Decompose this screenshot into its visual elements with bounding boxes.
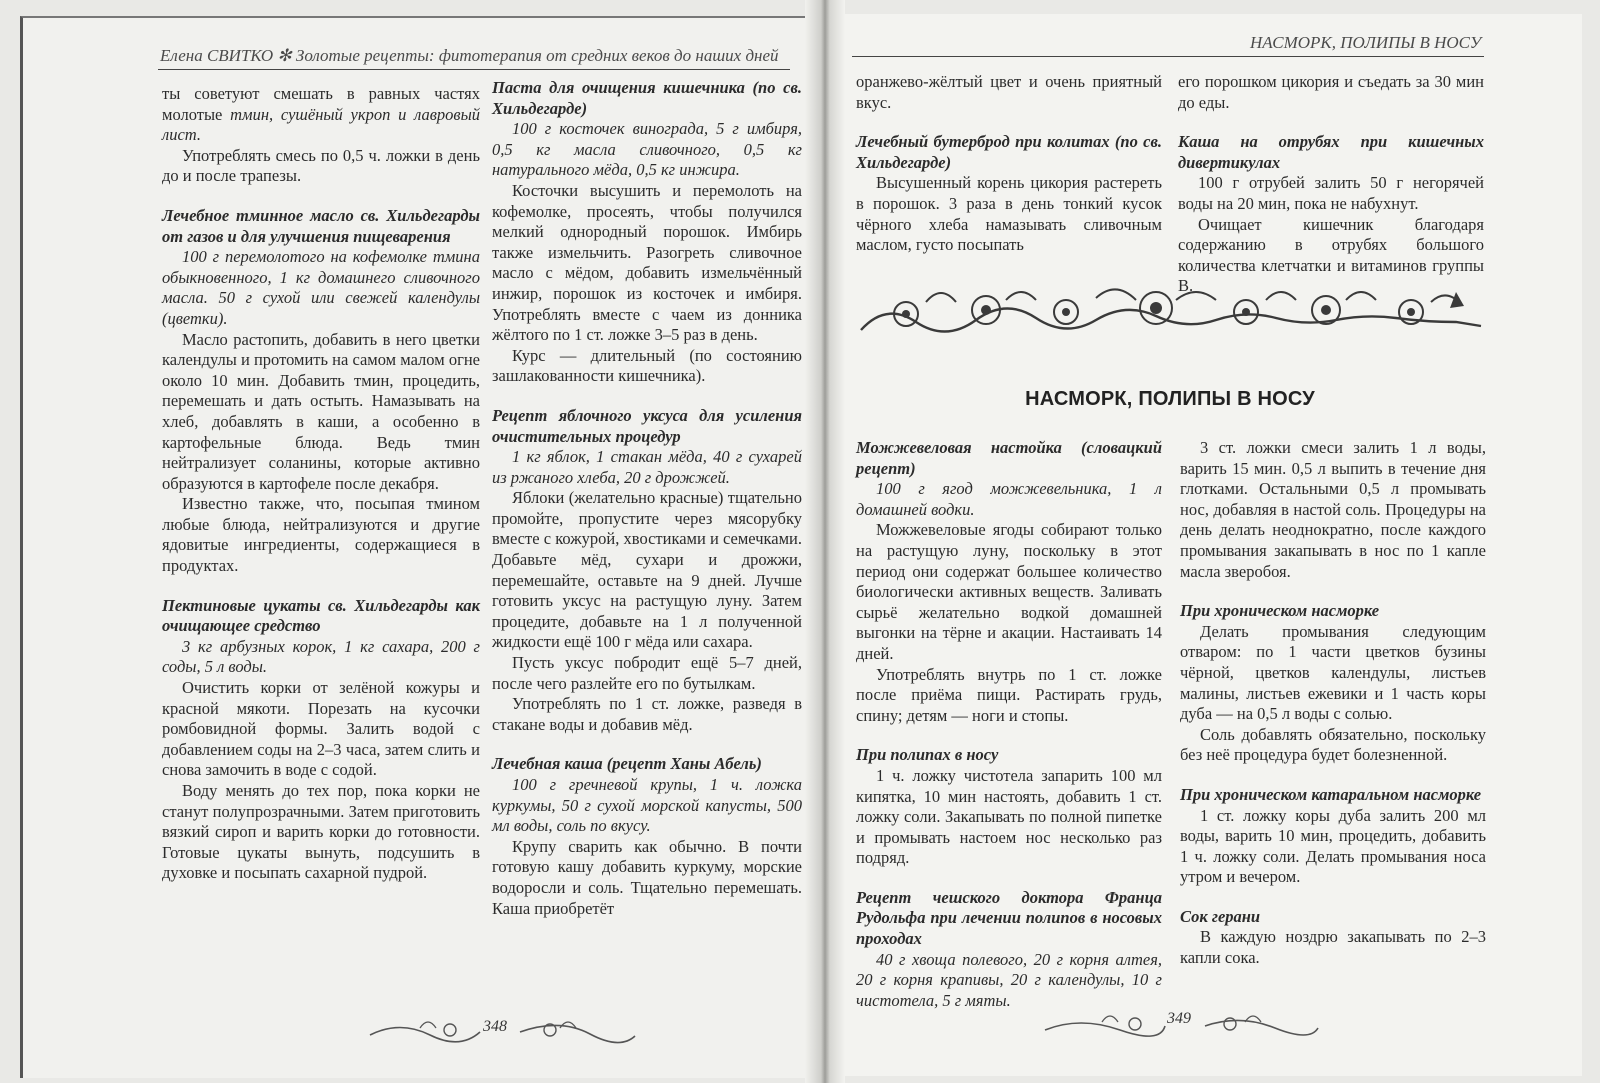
body-paragraph bbox=[162, 84, 480, 146]
left-column-2 bbox=[492, 78, 802, 919]
body-text: Соль добавлять обязательно, поскольку без неё процедура будет болезненной. bbox=[1180, 724, 1486, 765]
body-paragraph bbox=[1180, 438, 1486, 582]
body-paragraph bbox=[492, 694, 802, 735]
paragraph-gap bbox=[162, 577, 480, 596]
body-paragraph bbox=[162, 678, 480, 781]
body-text: Масло растопить, добавить в него цветки календулы и протомить на самом малом огне около 10 мин. Добавить тмин, процедить, перемешать и дать остыть. Намазывать на хлеб, добавлять в каши, а особенно в картофельные блюда. Ведь тмин нейтрализует соланины, которые активно образуются в картофеле после декабря. bbox=[162, 329, 480, 493]
body-paragraph bbox=[162, 781, 480, 884]
body-paragraph bbox=[856, 72, 1162, 113]
recipe-heading-text: Лечебная каша (рецепт Ханы Абель) bbox=[492, 754, 762, 774]
body-text: Косточки высушить и перемолоть на кофемолке, просеять, чтобы получился мелкий однородный порошок. Имбирь также измельчить. Разогреть сливочное масло с мёдом, добавить измельчённый инжир, порошок из косточек и имбиря. Употреблять вместе с чаем из донника жёлтого по 1 ст. ложке 3–5 раз в день. bbox=[492, 180, 802, 345]
body-paragraph bbox=[492, 346, 802, 387]
body-text: Высушенный корень цикория растереть в порошок. 3 раза в день тонкий кусок чёрного хлеба намазывать сливочным маслом, густо посыпать bbox=[856, 173, 1162, 255]
paragraph-gap bbox=[856, 726, 1162, 745]
italic-ingredients: тмин, сушёный укроп и лавровый лист. bbox=[162, 104, 480, 145]
body-text: Известно также, что, посыпая тмином любые блюда, нейтрализуются и другие ядовитые ингредиенты, содержащиеся в продуктах. bbox=[162, 494, 480, 576]
recipe-heading bbox=[856, 888, 1162, 950]
body-text: Очищает кишечник благодаря содержанию в отрубях большого количества клетчатки и витаминов группы В. bbox=[1178, 214, 1484, 296]
ingredients-text: 100 г ягод можжевельника, 1 л домашней водки. bbox=[856, 479, 1162, 519]
recipe-heading-text: Лечебное тминное масло св. Хильдегарды от газов и для улучшения пищеварения bbox=[162, 205, 480, 246]
body-text: Крупу сварить как обычно. В почти готовую кашу добавить куркуму, морские водоросли и соль. Тщательно перемешать. Каша приобретёт bbox=[492, 836, 802, 918]
body-paragraph bbox=[492, 837, 802, 919]
ingredients-text: 100 г гречневой крупы, 1 ч. ложка куркумы, 50 г сухой морской капусты, 500 мл воды, соль по вкусу. bbox=[492, 775, 802, 836]
body-text: Пусть уксус побродит ещё 5–7 дней, после чего разлейте его по бутылкам. bbox=[492, 653, 802, 693]
body-paragraph bbox=[856, 173, 1162, 255]
body-paragraph bbox=[492, 488, 802, 653]
body-text: Употреблять смесь по 0,5 ч. ложки в день до и после трапезы. bbox=[162, 145, 480, 186]
recipe-heading bbox=[1180, 907, 1486, 928]
paragraph-gap bbox=[1180, 888, 1486, 907]
recipe-heading-text: Лечебный бутерброд при колитах (по св. Хильдегарде) bbox=[856, 132, 1162, 172]
right-header-rule bbox=[852, 56, 1484, 57]
recipe-heading-text: Каша на отрубях при кишечных дивертикулах bbox=[1178, 132, 1484, 172]
body-paragraph bbox=[856, 665, 1162, 727]
body-text: Употреблять по 1 ст. ложке, разведя в стакане воды и добавив мёд. bbox=[492, 694, 802, 734]
body-paragraph bbox=[1180, 806, 1486, 888]
right-column-2 bbox=[1180, 438, 1486, 969]
left-header-rule bbox=[158, 69, 790, 70]
recipe-heading-text: Можжевеловая настойка (словацкий рецепт) bbox=[856, 438, 1162, 478]
body-paragraph bbox=[162, 330, 480, 495]
left-running-head: Елена СВИТКО ✻ Золотые рецепты: фитотерапия от средних веков до наших дней bbox=[160, 46, 779, 65]
right-page-number: 349 bbox=[1167, 1010, 1191, 1027]
decorative-ornament-band bbox=[856, 282, 1486, 342]
ingredients-paragraph bbox=[492, 775, 802, 837]
body-text: 1 ст. ложку коры дуба залить 200 мл воды, варить 10 мин, процедить, добавить 1 ч. ложку соли. Делать промывания носа утром и вечером. bbox=[1180, 805, 1486, 887]
body-text: Воду менять до тех пор, пока корки не станут полупрозрачными. Затем приготовить вязкий сироп и варить корки до готовности. Готовые цукаты вынуть, подсушить в духовке и посыпать сахарной пудрой. bbox=[162, 781, 480, 883]
body-text: Делать промывания следующим отваром: по 1 части цветков бузины чёрной, цветков календулы, листьев малины, листьев ежевики и 1 часть коры дуба — на 0,5 л воды с солью. bbox=[1180, 621, 1486, 724]
ingredients-paragraph bbox=[856, 479, 1162, 520]
right-top-column-2 bbox=[1178, 72, 1484, 297]
body-text: 100 г отрубей залить 50 г негорячей воды на 20 мин, пока не набухнут. bbox=[1178, 173, 1484, 213]
body-text: Употреблять внутрь по 1 ст. ложке после приёма пищи. Растирать грудь, спину; детям — ноги и стопы. bbox=[856, 664, 1162, 725]
recipe-heading bbox=[856, 745, 1162, 766]
ingredients-paragraph bbox=[492, 119, 802, 181]
body-text: Можжевеловые ягоды собирают только на растущую луну, поскольку в этот период они содержат большее количество биологически активных веществ. Заливать сырьё желательно водкой домашней выгонки на тёрне и акации. Настаивать 14 дней. bbox=[856, 520, 1162, 663]
body-paragraph bbox=[856, 520, 1162, 664]
body-text: Яблоки (желательно красные) тщательно промойте, пропустите через мясорубку вместе с кожурой, хвостиками и семечками. Добавьте мёд, сухари и дрожжи, перемешайте, оставьте на 9 дней. Лучше готовить уксус на растущую луну. Затем процедите, добавьте на 1 л полученной жидкости ещё 100 г мёда или сахара. bbox=[492, 488, 802, 652]
recipe-heading bbox=[856, 438, 1162, 479]
recipe-heading-text: Рецепт яблочного уксуса для усиления очистительных процедур bbox=[492, 405, 802, 446]
body-text: ты советуют смешать в равных частях молотые bbox=[162, 84, 480, 124]
recipe-heading-text: Пектиновые цукаты св. Хильдегарды как очищающее средство bbox=[162, 595, 480, 636]
body-text: его порошком цикория и съедать за 30 мин до еды. bbox=[1178, 72, 1484, 112]
paragraph-gap bbox=[492, 735, 802, 754]
body-text: Курс — длительный (по состоянию зашлакованности кишечника). bbox=[492, 345, 802, 386]
body-text: 3 ст. ложки смеси залить 1 л воды, варить 15 мин. 0,5 л выпить в течение дня глотками. Остальными 0,5 л промывать нос, добавляя в настой соль. Процедуры на день делать неоднократно, после каждого промывания закапывать в нос по 1 капле масла зверобоя. bbox=[1180, 438, 1486, 581]
recipe-heading bbox=[1180, 785, 1486, 806]
body-paragraph bbox=[1180, 622, 1486, 725]
recipe-heading bbox=[856, 132, 1162, 173]
ingredients-text: 1 кг яблок, 1 стакан мёда, 40 г сухарей из ржаного хлеба, 20 г дрожжей. bbox=[492, 447, 802, 487]
body-paragraph bbox=[492, 653, 802, 694]
recipe-heading bbox=[492, 78, 802, 119]
paragraph-gap bbox=[1180, 582, 1486, 601]
ingredients-paragraph bbox=[856, 950, 1162, 1012]
body-paragraph bbox=[162, 494, 480, 576]
recipe-heading-text: При полипах в носу bbox=[856, 745, 999, 765]
body-paragraph bbox=[1178, 72, 1484, 113]
body-text: Очистить корки от зелёной кожуры и красной мякоти. Порезать на кусочки ромбовидной формы. Залить водой с добавлением соды на 2–3 часа, затем слить и снова замочить в воде с содой. bbox=[162, 678, 480, 780]
section-title: НАСМОРК, ПОЛИПЫ В НОСУ bbox=[1025, 388, 1315, 410]
ingredients-text: 3 кг арбузных корок, 1 кг сахара, 200 г соды, 5 л воды. bbox=[162, 636, 480, 677]
ingredients-paragraph bbox=[492, 447, 802, 488]
body-paragraph bbox=[1180, 725, 1486, 766]
recipe-heading bbox=[492, 754, 802, 775]
paragraph-gap bbox=[856, 113, 1162, 132]
recipe-heading-text: Рецепт чешского доктора Франца Рудольфа при лечении полипов в носовых проходах bbox=[856, 887, 1162, 949]
recipe-heading bbox=[1178, 132, 1484, 173]
right-top-column-1 bbox=[856, 72, 1162, 256]
paragraph-gap bbox=[162, 187, 480, 206]
body-text: оранжево-жёлтый цвет и очень приятный вкус. bbox=[856, 72, 1162, 112]
recipe-heading bbox=[162, 596, 480, 637]
ingredients-paragraph bbox=[162, 247, 480, 329]
left-column-1 bbox=[162, 84, 480, 884]
ingredients-text: 100 г косточек винограда, 5 г имбиря, 0,5 кг масла сливочного, 0,5 кг натурального мёда, 0,5 кг инжира. bbox=[492, 119, 802, 180]
body-paragraph bbox=[162, 146, 480, 187]
body-text: 1 ч. ложку чистотела запарить 100 мл кипятка, 10 мин настоять, добавить 1 ст. ложку соли. Закапывать по полной пипетке и промывать настоем нос несколько раз подряд. bbox=[856, 765, 1162, 868]
body-paragraph bbox=[856, 766, 1162, 869]
ingredients-text: 40 г хвоща полевого, 20 г корня алтея, 20 г корня крапивы, 20 г календулы, 10 г чистотела, 5 г мяты. bbox=[856, 949, 1162, 1010]
paragraph-gap bbox=[856, 869, 1162, 888]
body-paragraph bbox=[1180, 927, 1486, 968]
right-running-head: НАСМОРК, ПОЛИПЫ В НОСУ bbox=[1250, 33, 1482, 52]
ingredients-text: 100 г перемолотого на кофемолке тмина обыкновенного, 1 кг домашнего сливочного масла. 50 г сухой или свежей календулы (цветки). bbox=[162, 247, 480, 328]
paragraph-gap bbox=[492, 387, 802, 406]
body-paragraph bbox=[1178, 173, 1484, 214]
paragraph-gap bbox=[1178, 113, 1484, 132]
body-text: В каждую ноздрю закапывать по 2–3 капли сока. bbox=[1180, 927, 1486, 968]
ingredients-paragraph bbox=[162, 637, 480, 678]
paragraph-gap bbox=[1180, 766, 1486, 785]
right-column-1 bbox=[856, 438, 1162, 1011]
recipe-heading-text: При хроническом катаральном насморке bbox=[1180, 784, 1482, 804]
recipe-heading bbox=[162, 206, 480, 247]
recipe-heading-text: Сок герани bbox=[1180, 906, 1261, 926]
recipe-heading bbox=[1180, 601, 1486, 622]
book-gutter bbox=[805, 0, 845, 1083]
recipe-heading bbox=[492, 406, 802, 447]
recipe-heading-text: При хроническом насморке bbox=[1180, 601, 1380, 621]
body-paragraph bbox=[492, 181, 802, 346]
left-page-number: 348 bbox=[483, 1018, 507, 1035]
recipe-heading-text: Паста для очищения кишечника (по св. Хильдегарде) bbox=[492, 78, 802, 118]
